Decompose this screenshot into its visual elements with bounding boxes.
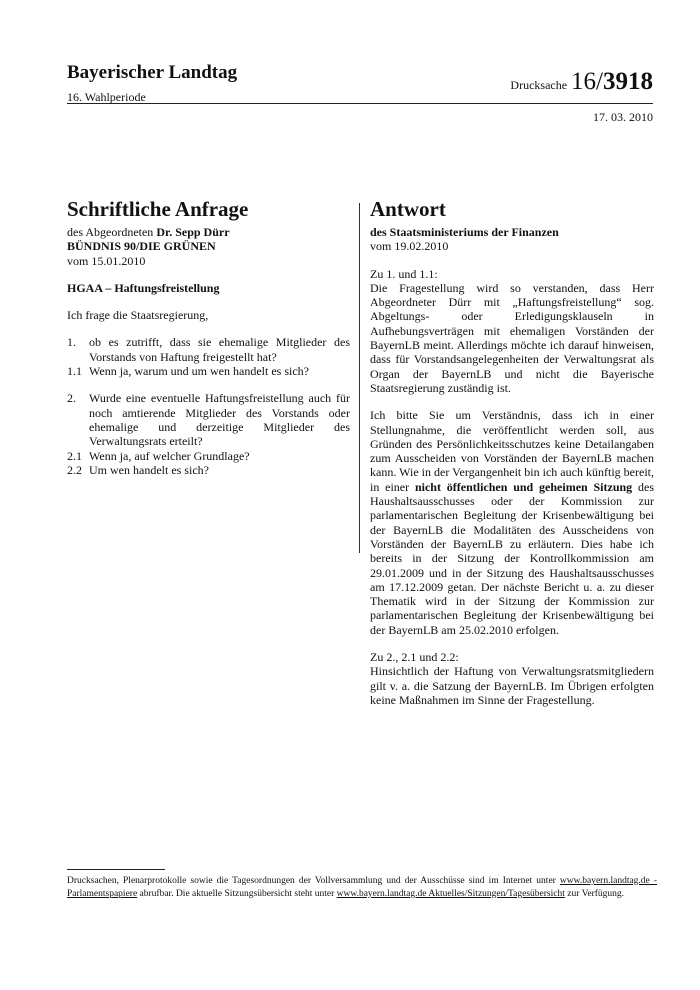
institution-name: Bayerischer Landtag [67,62,238,83]
antwort-date: vom 19.02.2010 [370,239,449,254]
drucksache-id [510,68,653,96]
column-divider [359,203,360,553]
question-item: 2. Wurde eine eventuelle Haftungsfreistellung auch für noch amtierende Mitglieder des Vorstands oder ehemalige und derzeitige Mitglieder des Verwaltungsrats erteilt? [67,391,350,449]
drucksache-label: Drucksache [510,78,568,92]
anfrage-date: vom 15.01.2010 [67,253,146,268]
antwort-ministry: des Staatsministeriums der Finanzen [370,225,559,239]
question-item: 1.1 Wenn ja, warum und um wen handelt es sich? [67,364,309,379]
anfrage-column [67,197,350,477]
section3-heading: Zu 2., 2.1 und 2.2: [370,650,459,665]
question-group-1 [67,335,350,378]
antwort-column [370,197,654,707]
legislative-period: 16. Wahlperiode [67,90,146,104]
footer-link-tagesuebersicht[interactable]: www.bayern.landtag.de Aktuelles/Sitzungen/Tagesübersicht [336,889,565,899]
drucksache-number: 3918 [603,68,653,95]
footer-note: Drucksachen, Plenarprotokolle sowie die Tagesordnungen der Vollversammlung und der Ausschüsse sind im Internet unter www.bayern.landtag.de - Parlamentspapiere abrufbar. Die aktuelle Sitzungsübersicht steht unter www.bayern.landtag.de Aktuelles/Sitzungen/Tagesübersicht zur Verfügung. [67,876,658,899]
header-rule [67,103,653,104]
document-date: 17. 03. 2010 [593,110,653,124]
section1-heading: Zu 1. und 1.1: [370,266,438,281]
section2-text: Ich bitte Sie um Verständnis, dass ich in einer Stellungnahme, die veröffentlicht werden soll, aus Gründen des Persönlichkeitsschutzes keine Detailangaben zum Ausscheiden von Vorständen der BayernLB machen kann. Wie in der Vergangenheit bin ich auch künftig bereit, in einer nicht öffentlichen und geheimen Sitzung des Haushaltsausschusses oder der Kommission zur parlamentarischen Begleitung der Krisenbewältigung bei der BayernLB die Modalitäten des Ausscheidens von Vorständen der BayernLB zu erläutern. Dies habe ich bereits in der Sitzung der Kontrollkommission am 29.01.2009 und in der Sitzung des Haushaltsausschusses am 17.12.2009 getan. Der nächste Bericht u. a. zu dieser Thematik wird in der Sitzung der Kommission zur parlamentarischen Begleitung der Krisenbewältigung bei der BayernLB am 25.02.2010 erfolgen. [370,408,654,637]
section3-text: Hinsichtlich der Haftung von Verwaltungsratsmitgliedern gilt v. a. die Satzung der BayernLB. Im Übrigen erfolgten keine Maßnahmen im Sinne der Fragestellung. [370,664,654,707]
anfrage-party: BÜNDNIS 90/DIE GRÜNEN [67,239,216,254]
question-item: 2.2 Um wen handelt es sich? [67,462,209,477]
footer-rule [67,869,165,870]
anfrage-title: Schriftliche Anfrage [67,197,249,221]
question-item: 1. ob es zutrifft, dass sie ehemalige Mitglieder des Vorstands von Haftung freigestellt hat? [67,335,350,364]
footer-link-parlamentspapiere[interactable]: www.bayern.landtag.de - Parlamentspapiere [67,876,658,899]
section2-emphasis: nicht öffentlichen und geheimen Sitzung [414,479,633,494]
anfrage-intro: Ich frage die Staatsregierung, [67,308,209,323]
antwort-title: Antwort [370,197,446,221]
question-group-2 [67,391,350,477]
anfrage-author: des Abgeordneten Dr. Sepp Dürr [67,225,230,239]
author-name: Dr. Sepp Dürr [156,225,230,239]
drucksache-prefix: 16/ [571,68,603,95]
question-item: 2.1 Wenn ja, auf welcher Grundlage? [67,448,250,463]
section1-text: Die Fragestellung wird so verstanden, dass Herr Abgeordneter Dürr mit „Haftungsfreistellung“ sog. Abgeltungs- oder Erledigungsklauseln in Aufhebungsverträgen mit ehemaligen Vorständen der BayernLB meint. Allerdings möchte ich darauf hinweisen, dass für Vorstandsangelegenheiten der Verwaltungsrat als Organ der BayernLB und nicht die Bayerische Staatsregierung zuständig ist. [370,280,654,395]
anfrage-subject: HGAA – Haftungsfreistellung [67,280,220,295]
